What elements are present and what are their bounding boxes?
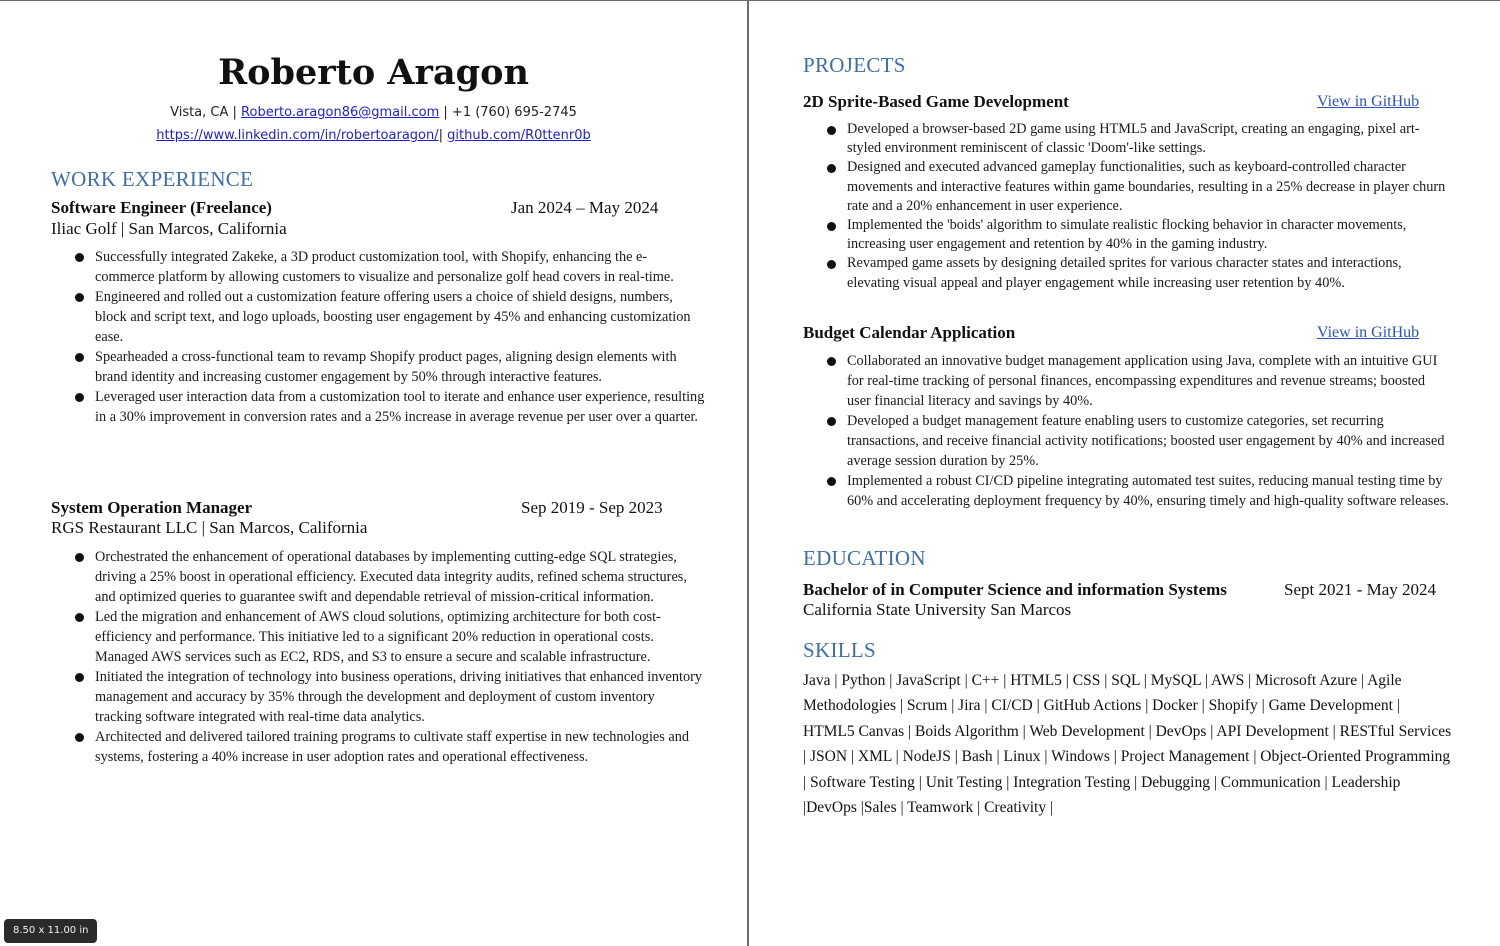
job-title: System Operation Manager: [51, 498, 253, 517]
bullet-item: Developed a budget management feature enabling users to customize categories, set recurring transactions, and receive financial activity notifications; boosted user engagement by 40% and increased average session duration by 25%.: [847, 411, 1452, 471]
job-bullets: [95, 547, 705, 767]
bullet-item: Architected and delivered tailored training programs to cultivate staff expertise in new technologies and systems, fostering a 40% increase in user adoption rates and operational effectiveness.: [95, 727, 705, 767]
view-in-github-link[interactable]: View in GitHub: [1317, 93, 1420, 110]
resume-page-2: [749, 0, 1500, 946]
job-company: Iliac Golf | San Marcos, California: [51, 219, 287, 238]
separator: |: [228, 105, 242, 120]
bullet-item: Designed and executed advanced gameplay functionalities, such as keyboard-controlled character movements and interactive features within game boundaries, resulting in a 25% decrease in player churn rate and a 20% enhancement in user experience.: [847, 158, 1452, 216]
bullet-item: Successfully integrated Zakeke, a 3D product customization tool, with Shopify, enhancing the e-commerce platform by allowing customers to visualize and personalize golf head covers in real-time.: [95, 247, 705, 287]
bullet-item: Led the migration and enhancement of AWS cloud solutions, optimizing architecture for both cost-efficiency and performance. This initiative led to a significant 20% reduction in operational costs. Managed AWS services such as EC2, RDS, and S3 to ensure a secure and scalable infrastructure.: [95, 607, 705, 667]
github-link[interactable]: github.com/R0ttenr0b: [447, 128, 591, 143]
project-bullets: [847, 351, 1452, 511]
skills-list: Java | Python | JavaScript | C++ | HTML5 | CSS | SQL | MySQL | AWS | Microsoft Azure | Agile Methodologies | Scrum | Jira | CI/CD | GitHub Actions | Docker | Shopify | Game Development | HTML5 Canvas | Boids Algorithm | Web Development | DevOps | API Development | RESTful Services | JSON | XML | NodeJS | Bash | Linux | Windows | Project Management | Object-Oriented Programming | Software Testing | Unit Testing | Integration Testing | Debugging | Communication | Leadership |DevOps |Sales | Teamwork | Creativity |: [803, 672, 1452, 817]
resume-page-1: [0, 0, 747, 946]
education-dates: Sept 2021 - May 2024: [1284, 580, 1437, 599]
page-size-badge: 8.50 x 11.00 in: [4, 919, 97, 943]
phone: +1 (760) 695-2745: [451, 105, 577, 120]
project-title: Budget Calendar Application: [803, 323, 1016, 342]
location: Vista, CA: [170, 105, 229, 120]
education-degree: Bachelor of in Computer Science and information Systems: [803, 580, 1227, 599]
bullet-item: Collaborated an innovative budget management application using Java, complete with an intuitive GUI for real-time tracking of personal finances, encompassing expenditures and revenue streams; boosted user financial literacy and savings by 40%.: [847, 351, 1452, 411]
job-company: RGS Restaurant LLC | San Marcos, California: [51, 518, 368, 537]
bullet-item: Revamped game assets by designing detailed sprites for various character states and interactions, elevating visual appeal and player engagement while increasing user retention by 40%.: [847, 254, 1452, 292]
project-title: 2D Sprite-Based Game Development: [803, 92, 1069, 111]
job-title: Software Engineer (Freelance): [51, 198, 272, 217]
contact-line-1: [0, 105, 747, 120]
job-dates: Jan 2024 – May 2024: [511, 198, 659, 217]
project-bullets: [847, 120, 1452, 293]
education-school: California State University San Marcos: [803, 600, 1072, 619]
contact-line-2: [0, 128, 747, 143]
bullet-item: Initiated the integration of technology into business operations, driving initiatives that enhanced inventory management and accuracy by 35% through the development and deployment of custom inventory tracking software integrated with real-time data analytics.: [95, 667, 705, 727]
bullet-item: Implemented a robust CI/CD pipeline integrating automated test suites, reducing manual testing time by 60% and accelerating deployment frequency by 40%, ensuring timely and high-quality software releases.: [847, 471, 1452, 511]
bullet-item: Orchestrated the enhancement of operational databases by implementing cutting-edge SQL strategies, driving a 25% boost in operational efficiency. Executed data integrity audits, refined schema structures, and optimized queries to guarantee swift and dependable retrieval of mission-critical information.: [95, 547, 705, 607]
section-title-work-experience: WORK EXPERIENCE: [51, 167, 254, 191]
separator: |: [439, 105, 452, 120]
bullet-item: Developed a browser-based 2D game using HTML5 and JavaScript, creating an engaging, pixel art-styled environment reminiscent of classic 'Doom'-like settings.: [847, 120, 1452, 158]
section-title-projects: PROJECTS: [803, 53, 906, 77]
bullet-item: Engineered and rolled out a customization feature offering users a choice of shield designs, numbers, block and script text, and logo uploads, boosting user engagement by 45% and enhancing customization ease.: [95, 287, 705, 347]
bullet-item: Leveraged user interaction data from a customization tool to iterate and enhance user experience, resulting in a 30% improvement in conversion rates and a 25% increase in average revenue per user over a quarter.: [95, 389, 705, 425]
bullet-item: Implemented the 'boids' algorithm to simulate realistic flocking behavior in character movements, increasing user engagement and retention by 40% in the gaming industry.: [847, 216, 1452, 254]
separator: |: [438, 128, 448, 143]
candidate-name: Roberto Aragon: [218, 52, 529, 93]
email-link[interactable]: Roberto.aragon86@gmail.com: [241, 105, 440, 120]
job-dates: Sep 2019 - Sep 2023: [521, 498, 663, 517]
bullet-item: Spearheaded a cross-functional team to revamp Shopify product pages, aligning design elements with brand identity and increasing customer engagement by 50% through interactive features.: [95, 347, 705, 387]
view-in-github-link[interactable]: View in GitHub: [1317, 324, 1420, 341]
section-title-skills: SKILLS: [803, 638, 876, 662]
job-bullets: [95, 247, 705, 427]
section-title-education: EDUCATION: [803, 546, 926, 570]
linkedin-link[interactable]: https://www.linkedin.com/in/robertoaragon/: [156, 128, 439, 143]
